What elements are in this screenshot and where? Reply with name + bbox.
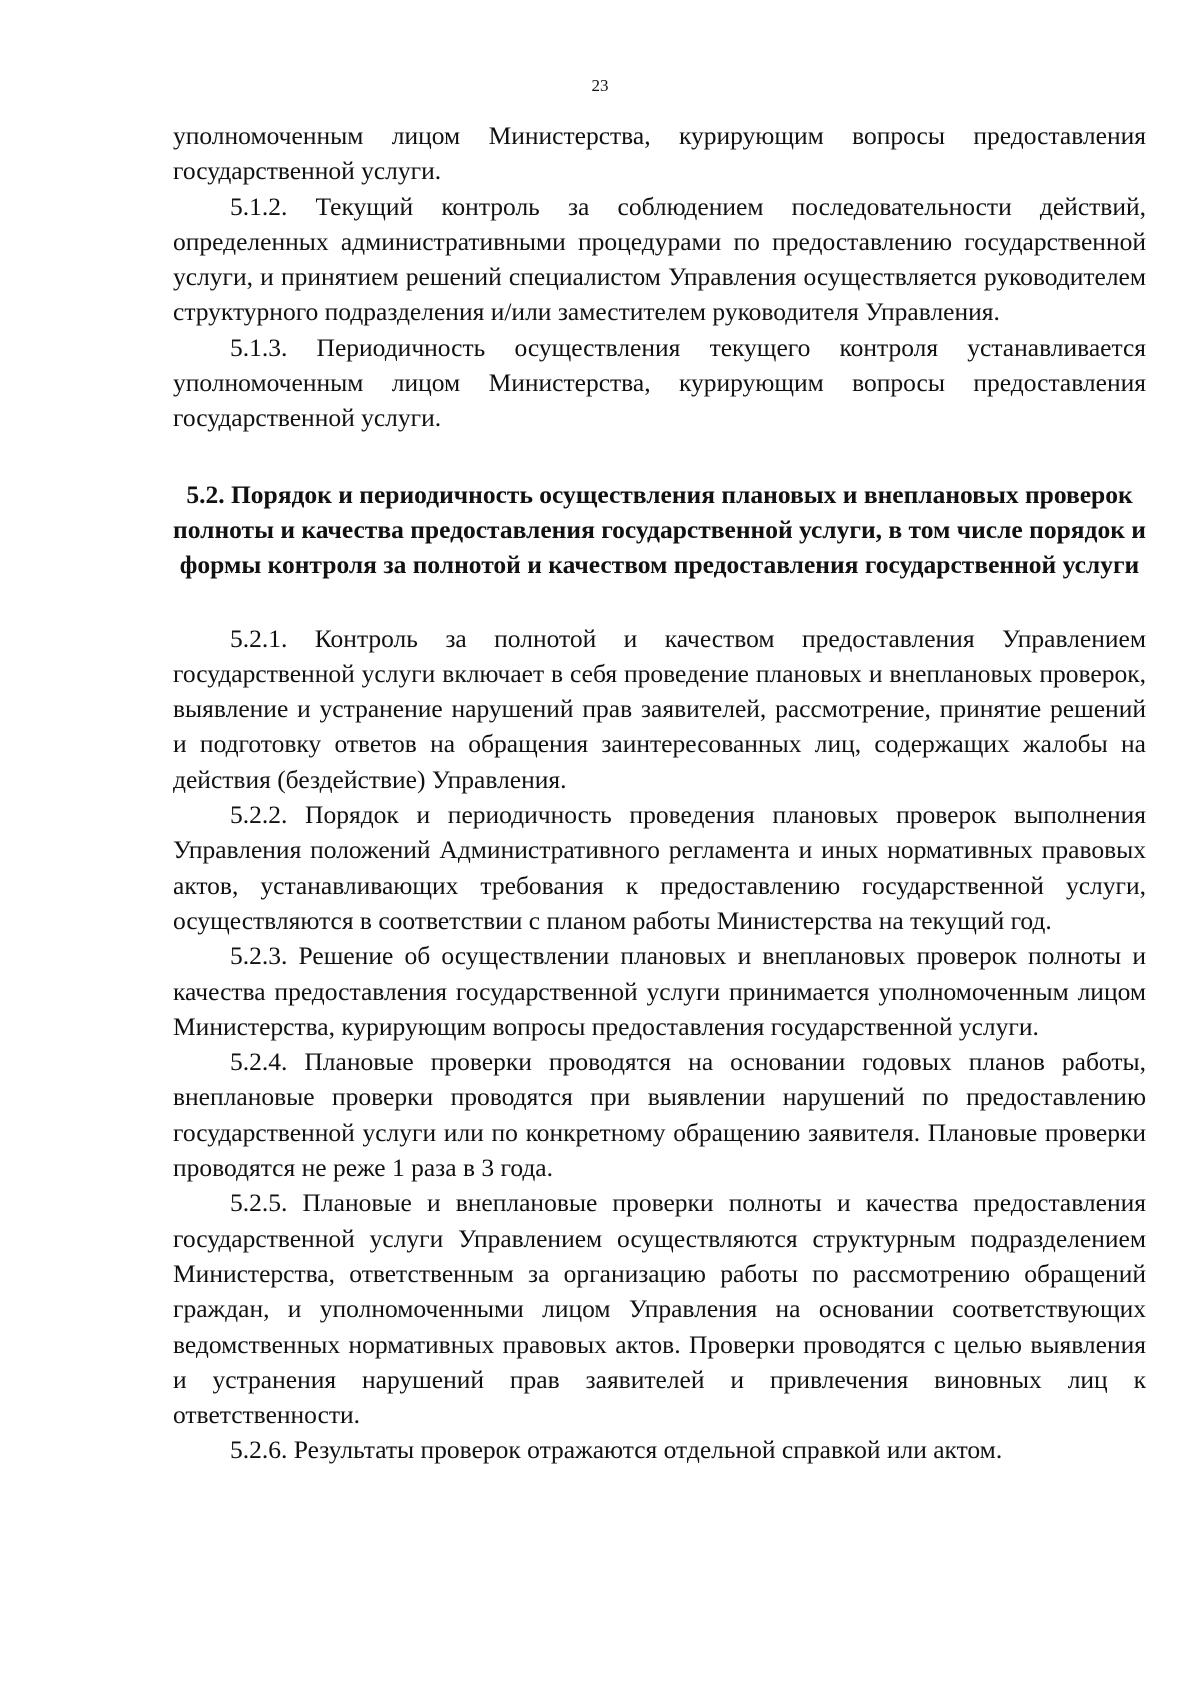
paragraph-5-1-3: 5.1.3. Периодичность осуществления текущего контроля устанавливается уполномоченным лицом Министерства, курирующим вопросы предоставления государственной услуги.	[173, 332, 1146, 433]
paragraph-5-2-4: 5.2.4. Плановые проверки проводятся на основании годовых планов работы, внеплановые проверки проводятся при выявлении нарушений по предоставлению государственной услуги или по конкретному обращению заявителя. Плановые проверки проводятся не реже 1 раза в 3 года.	[173, 1047, 1146, 1183]
paragraph-5-2-2: 5.2.2. Порядок и периодичность проведения плановых проверок выполнения Управления положений Административного регламента и иных нормативных правовых актов, устанавливающих требования к предоставлению государственной услуги, осуществляются в соответствии с планом работы Министерства на текущий год.	[173, 800, 1146, 935]
document-body	[173, 118, 1146, 1468]
paragraph-5-1-2: 5.1.2. Текущий контроль за соблюдением последовательности действий, определенных административными процедурами по предоставлению государственной услуги, и принятием решений специалистом Управления осуществляется руководителем структурного подразделения и/или заместителем руководителя Управления.	[173, 191, 1146, 327]
page-number: 23	[591, 76, 609, 95]
paragraph-continuation: уполномоченным лицом Министерства, курирующим вопросы предоставления государственной услуги.	[173, 121, 1146, 186]
section-heading-5-2: 5.2. Порядок и периодичность осуществления плановых и внеплановых проверок полноты и качества предоставления государственной услуги, в том числе порядок и формы контроля за полнотой и качеством предоставления государственной услуги	[173, 479, 1146, 580]
paragraph-5-2-3: 5.2.3. Решение об осуществлении плановых и внеплановых проверок полноты и качества предоставления государственной услуги принимается уполномоченным лицом Министерства, курирующим вопросы предоставления государственной услуги.	[173, 941, 1146, 1041]
paragraph-5-2-1: 5.2.1. Контроль за полнотой и качеством предоставления Управлением государственной услуги включает в себя проведение плановых и внеплановых проверок, выявление и устранение нарушений прав заявителей, рассмотрение, принятие решений и подготовку ответов на обращения заинтересованных лиц, содержащих жалобы на действия (бездействие) Управления.	[173, 623, 1146, 794]
paragraph-5-2-6: 5.2.6. Результаты проверок отражаются отдельной справкой или актом.	[230, 1435, 1003, 1465]
paragraph-5-2-5: 5.2.5. Плановые и внеплановые проверки полноты и качества предоставления государственной услуги Управлением осуществляются структурным подразделением Министерства, ответственным за организацию работы по рассмотрению обращений граждан, и уполномоченными лицом Управления на основании соответствующих ведомственных нормативных правовых актов. Проверки проводятся с целью выявления и устранения нарушений прав заявителей и привлечения виновных лиц к ответственности.	[173, 1188, 1146, 1430]
